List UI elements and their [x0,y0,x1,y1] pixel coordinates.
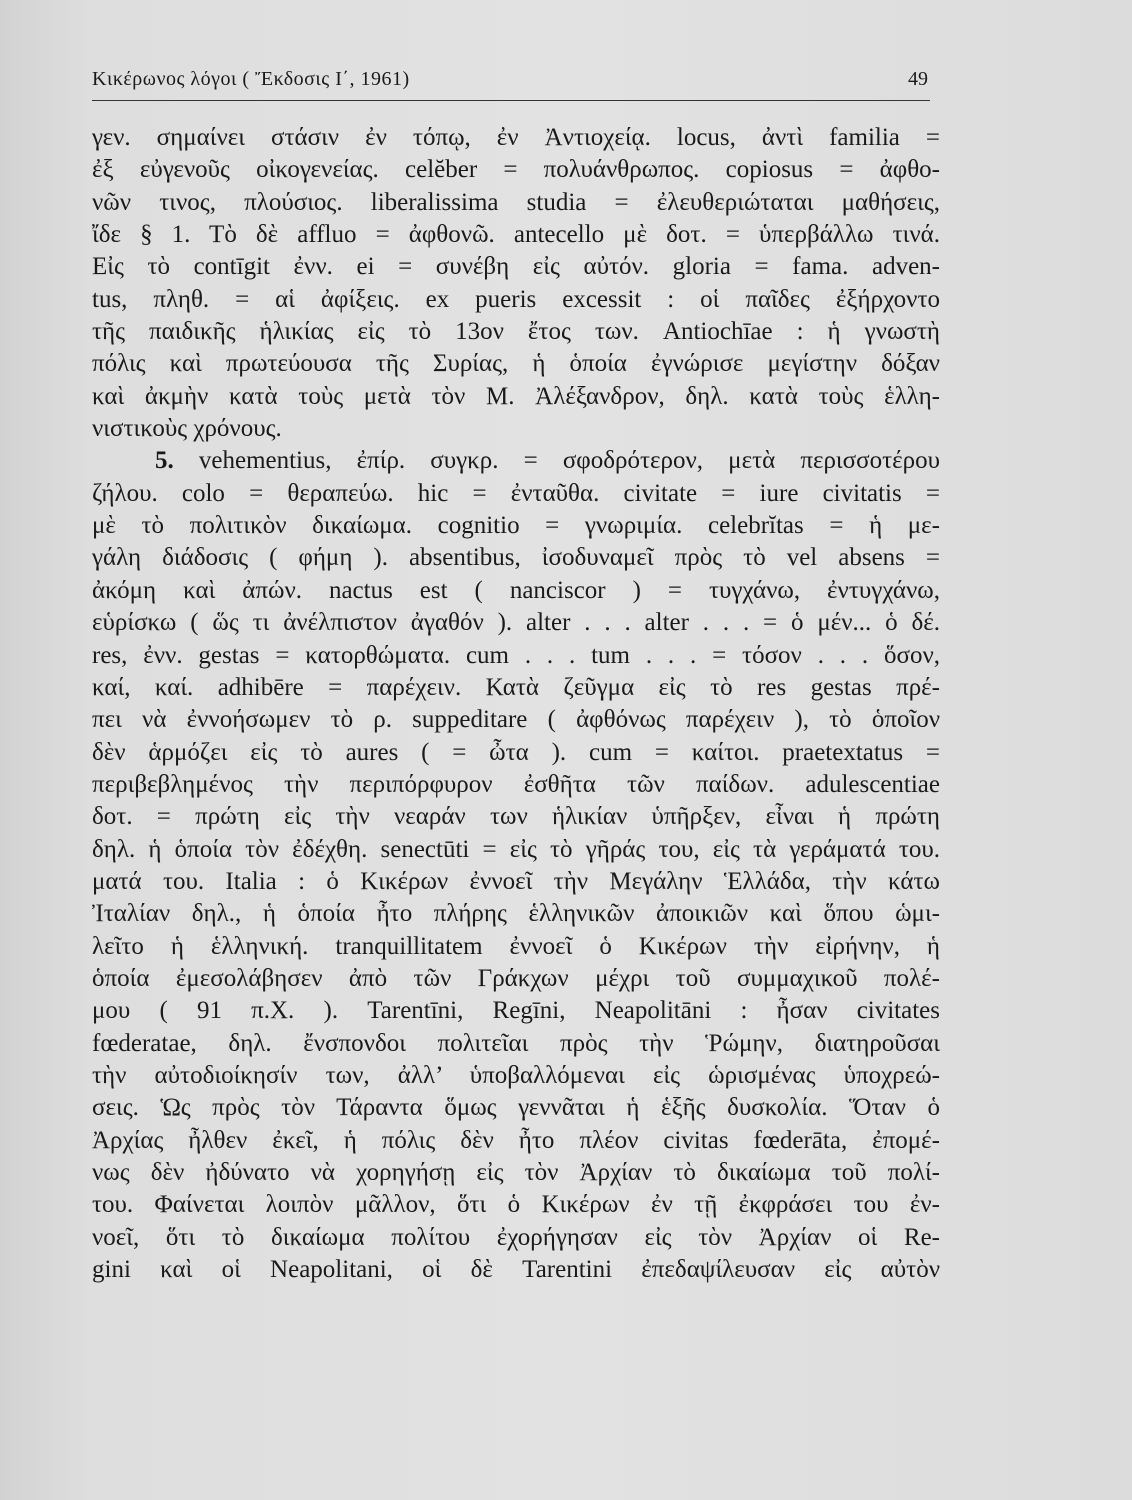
text-line: δοτ. = πρώτη εἰς τὴν νεαράν των ἡλικίαν ὑπῆρξεν, εἶναι ἡ πρώτη [92,803,940,831]
text-line: νιστικοὺς χρόνους. [92,415,282,443]
header-title: Κικέρωνος λόγοι ( Ἔκδοσις Ι΄, 1961) [92,68,410,90]
text-line: καὶ ἀκμὴν κατὰ τοὺς μετὰ τὸν Μ. Ἀλέξανδρον, δηλ. κατὰ τοὺς ἑλλη- [92,382,940,410]
text-line: res, ἐνν. gestas = κατορθώματα. cum . . . tum . . . = τόσον . . . ὅσον, [92,641,940,669]
text-line: περιβεβλημένος τὴν περιπόρφυρον ἐσθῆτα τῶν παίδων. adulescentiae [92,770,940,798]
text-line: gini καὶ οἱ Neapolitani, οἱ δὲ Tarentini ἐπεδαψίλευσαν εἰς αὐτὸν [92,1256,940,1284]
text-line: του. Φαίνεται λοιπὸν μᾶλλον, ὅτι ὁ Κικέρων ἐν τῇ ἐκφράσει του ἐν- [92,1191,940,1219]
page-number: 49 [908,68,928,90]
text-line: ἀκόμη καὶ ἀπών. nactus est ( nanciscor ) = τυγχάνω, ἐντυγχάνω, [92,576,940,604]
text-line: Ἰταλίαν δηλ., ἡ ὁποία ἦτο πλήρης ἑλληνικῶν ἀποικιῶν καὶ ὅπου ὡμι- [92,900,940,928]
text-line: fœderatae, δηλ. ἔνσπονδοι πολιτεῖαι πρὸς τὴν Ῥώμην, διατηροῦσαι [92,1029,940,1057]
text-line: γεν. σημαίνει στάσιν ἐν τόπῳ, ἐν Ἀντιοχείᾳ. locus, ἀντὶ familia = [92,124,940,151]
text-line: ἐξ εὐγενοῦς οἰκογενείας. celĕber = πολυάνθρωπος. copiosus = ἀφθο- [92,156,940,184]
text-line: εὑρίσκω ( ὥς τι ἀνέλπιστον ἀγαθόν ). alter . . . alter . . . = ὁ μέν... ὁ δέ. [92,609,940,637]
text-line: τὴν αὐτοδιοίκησίν των, ἀλλ’ ὑποβαλλόμεναι εἰς ὡρισμένας ὑποχρεώ- [92,1061,940,1089]
text-line: ὁποία ἐμεσολάβησεν ἀπὸ τῶν Γράκχων μέχρι τοῦ συμμαχικοῦ πολέ- [92,964,940,992]
text-line: καί, καί. adhibēre = παρέχειν. Κατὰ ζεῦγμα εἰς τὸ res gestas πρέ- [92,673,940,701]
section-5-text: vehementius, ἐπίρ. συγκρ. = σφοδρότερον, μετὰ περισσοτέρου [198,447,940,475]
text-line: Ἀρχίας ἦλθεν ἐκεῖ, ἡ πόλις δὲν ἦτο πλέον civitas fœderāta, ἐπομέ- [92,1126,940,1154]
running-header [92,62,930,101]
text-line: νως δὲν ἠδύνατο νὰ χορηγήσῃ εἰς τὸν Ἀρχίαν τὸ δικαίωμα τοῦ πολί- [92,1159,940,1186]
text-line: ματά του. Italia : ὁ Κικέρων ἐννοεῖ τὴν Μεγάλην Ἑλλάδα, τὴν κάτω [92,867,940,895]
section-number: 5. [155,447,174,475]
text-line: tus, πληθ. = αἱ ἀφίξεις. ex pueris excessit : οἱ παῖδες ἐξήρχοντο [92,285,940,313]
text-line: νῶν τινος, πλούσιος. liberalissima studia = ἐλευθεριώταται μαθήσεις, [92,188,940,216]
text-line: τῆς παιδικῆς ἡλικίας εἰς τὸ 13ον ἔτος των. Antiochīae : ἡ γνωστὴ [92,318,940,346]
text-line: πει νὰ ἐννοήσωμεν τὸ ρ. suppeditare ( ἀφθόνως παρέχειν ), τὸ ὁποῖον [92,706,940,734]
text-line: ἴδε § 1. Τὸ δὲ affluo = ἀφθονῶ. antecello μὲ δοτ. = ὑπερβάλλω τινά. [92,221,940,249]
text-line: σεις. Ὡς πρὸς τὸν Τάραντα ὅμως γεννᾶται ἡ ἑξῆς δυσκολία. Ὅταν ὁ [92,1094,940,1122]
text-line: δὲν ἁρμόζει εἰς τὸ aures ( = ὦτα ). cum = καίτοι. praetextatus = [92,738,940,766]
text-line: νοεῖ, ὅτι τὸ δικαίωμα πολίτου ἐχορήγησαν εἰς τὸν Ἀρχίαν οἱ Re- [92,1223,940,1251]
section-5-first-line [92,445,940,477]
text-line: μου ( 91 π.Χ. ). Tarentīni, Regīni, Neapolitāni : ἦσαν civitates [92,997,940,1025]
text-line: λεῖτο ἡ ἑλληνική. tranquillitatem ἐννοεῖ ὁ Κικέρων τὴν εἰρήνην, ἡ [92,932,940,960]
text-line: μὲ τὸ πολιτικὸν δικαίωμα. cognitio = γνωριμία. celebrĭtas = ἡ με- [92,512,940,540]
text-line: Εἰς τὸ contīgit ἐνν. ei = συνέβη εἰς αὐτόν. gloria = fama. adven- [92,253,940,281]
commentary-text [92,122,940,1286]
text-line: ζήλου. colo = θεραπεύω. hic = ἐνταῦθα. civitate = iure civitatis = [92,479,940,507]
text-line: δηλ. ἡ ὁποία τὸν ἐδέχθη. senectūti = εἰς τὸ γῆράς του, εἰς τὰ γεράματά του. [92,835,940,863]
text-line: πόλις καὶ πρωτεύουσα τῆς Συρίας, ἡ ὁποία ἐγνώρισε μεγίστην δόξαν [92,350,940,378]
text-line: γάλη διάδοσις ( φήμη ). absentibus, ἰσοδυναμεῖ πρὸς τὸ vel absens = [92,544,940,572]
